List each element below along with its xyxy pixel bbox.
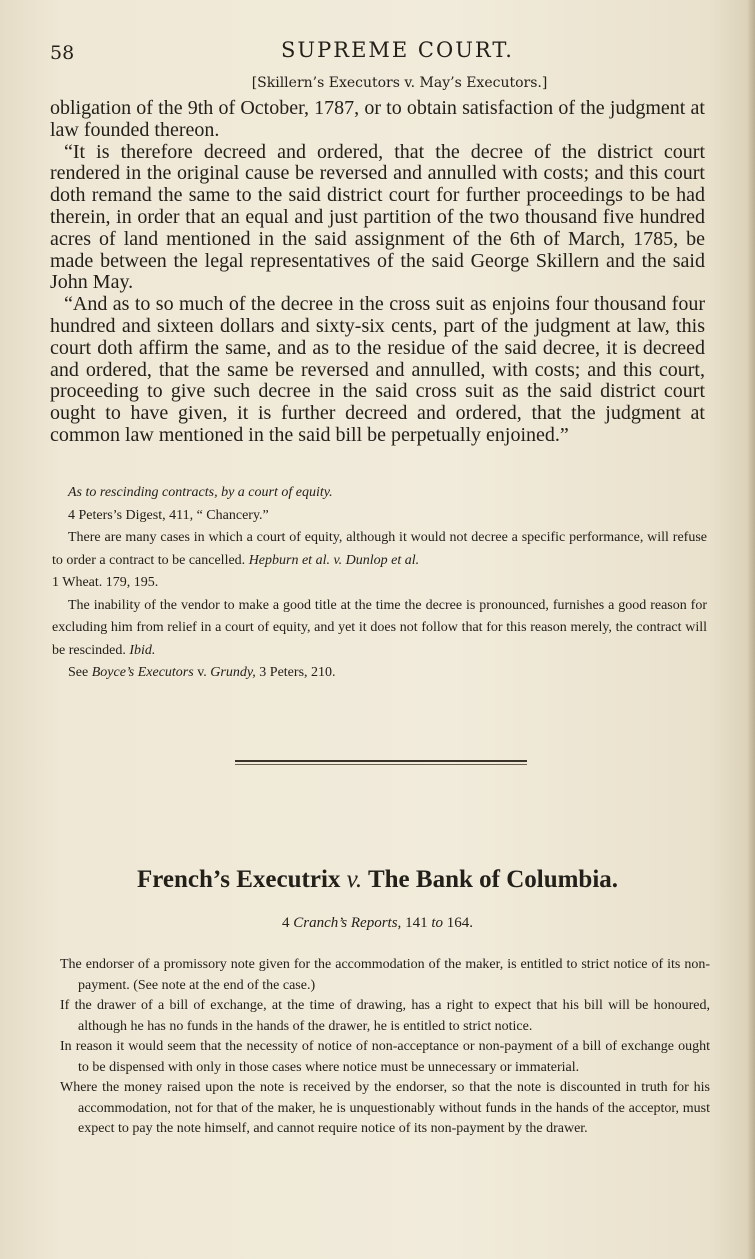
notes-heading [52, 482, 707, 505]
case-title-defendant: The Bank of Columbia. [367, 866, 619, 893]
decree-paragraph: “It is therefore decreed and ordered, that the decree of the district court rendered in the original cause be reversed and annulled with costs; and this court doth remand the same to the said district court for further proceedings to be had therein, in order that an equal and just partition of the two thousand five hundred acres of land mentioned in the said assignment of the 6th of March, 1785, be made between the legal representatives of the said George Skillern and the said John May. [50, 140, 705, 294]
note-1 [52, 527, 707, 572]
decree-paragraph: “And as to so much of the decree in the cross suit as enjoins four thousand four hundred and sixteen dollars and sixty-six cents, part of the judgment at law, this court doth affirm the same, and as to the residue of the said decree, it is decreed and ordered, that the same be reversed and annulled, with costs; and this court, proceeding to give such decree in the said cross suit as the said district court ought to have given, it is further decreed and ordered, that the judgment at common law mentioned in the said bill be perpetually enjoined.” [50, 293, 705, 446]
editor-notes [52, 482, 707, 685]
citation-reporter: Cranch’s Reports, [293, 915, 402, 931]
decree-paragraph: obligation of the 9th of October, 1787, or to obtain satisfaction of the judgment at law founded thereon. [50, 97, 705, 141]
see-v: v. [197, 665, 207, 680]
note-2-text: The inability of the vendor to make a good title at the time the decree is pronounced, furnishes a good reason for excluding him from relief in a court of equity, and yet it does not follow that for this reason merely, the contract will be rescinded. [52, 597, 707, 658]
notes-digest: 4 Peters’s Digest, 411, “ Chancery.” [68, 507, 269, 523]
notes-heading-text: As to rescinding contracts, by a court of equity. [68, 485, 333, 500]
page-number: 58 [50, 42, 75, 64]
case-citation [0, 915, 755, 932]
section-divider-thin [235, 764, 527, 765]
headnote: The endorser of a promissory note given for the accommodation of the maker, is entitled to strict notice of its non-payment. (See note at the end of the case.) [60, 957, 710, 993]
see-cite: 3 Peters, 210. [259, 665, 336, 680]
case-caption: [Skillern’s Executors v. May’s Executors.] [251, 75, 548, 91]
note-2 [52, 595, 707, 663]
see-party: Grundy, [210, 665, 256, 680]
headnote: In reason it would seem that the necessity of notice of non-acceptance or non-payment of a bill of exchange ought to be dispensed with only in those cases where notice must be unnecessary or immaterial. [60, 1039, 710, 1075]
see-prefix: See [68, 665, 89, 680]
note-2-ibid: Ibid. [129, 642, 156, 658]
case-title-plaintiff: French’s Executrix [136, 866, 341, 893]
note-see-also [52, 662, 707, 685]
citation-end-page: 164. [446, 915, 473, 931]
see-case: Boyce’s Executors [91, 665, 194, 680]
decree-text [50, 98, 705, 447]
note-1-cite: 1 Wheat. 179, 195. [52, 575, 159, 590]
case-title-versus: v. [346, 866, 363, 893]
citation-to: to [431, 915, 443, 931]
page-edge-shadow [747, 0, 755, 1259]
section-divider [235, 760, 527, 762]
headnote: Where the money raised upon the note is received by the endorser, so that the note is discounted in truth for his accommodation, not for that of the maker, he is unquestionably without funds in the hands of the acceptor, must expect to pay the note himself, and cannot require notice of its non-payment by the drawer. [60, 1080, 710, 1136]
note-1-case: Hepburn et al. v. Dunlop et al. [248, 552, 420, 568]
citation-start-page: 141 [405, 915, 428, 931]
headnotes [60, 955, 710, 1140]
headnote: If the drawer of a bill of exchange, at the time of drawing, has a right to expect that his bill will be honoured, although he has no funds in the hands of the drawer, he is entitled to strict notice. [60, 998, 710, 1034]
citation-volume: 4 [282, 915, 290, 931]
running-head: SUPREME COURT. [281, 38, 514, 62]
note-1-text: There are many cases in which a court of equity, although it would not decree a specific performance, will refuse to order a contract to be cancelled. [52, 530, 707, 568]
case-title [0, 866, 755, 894]
